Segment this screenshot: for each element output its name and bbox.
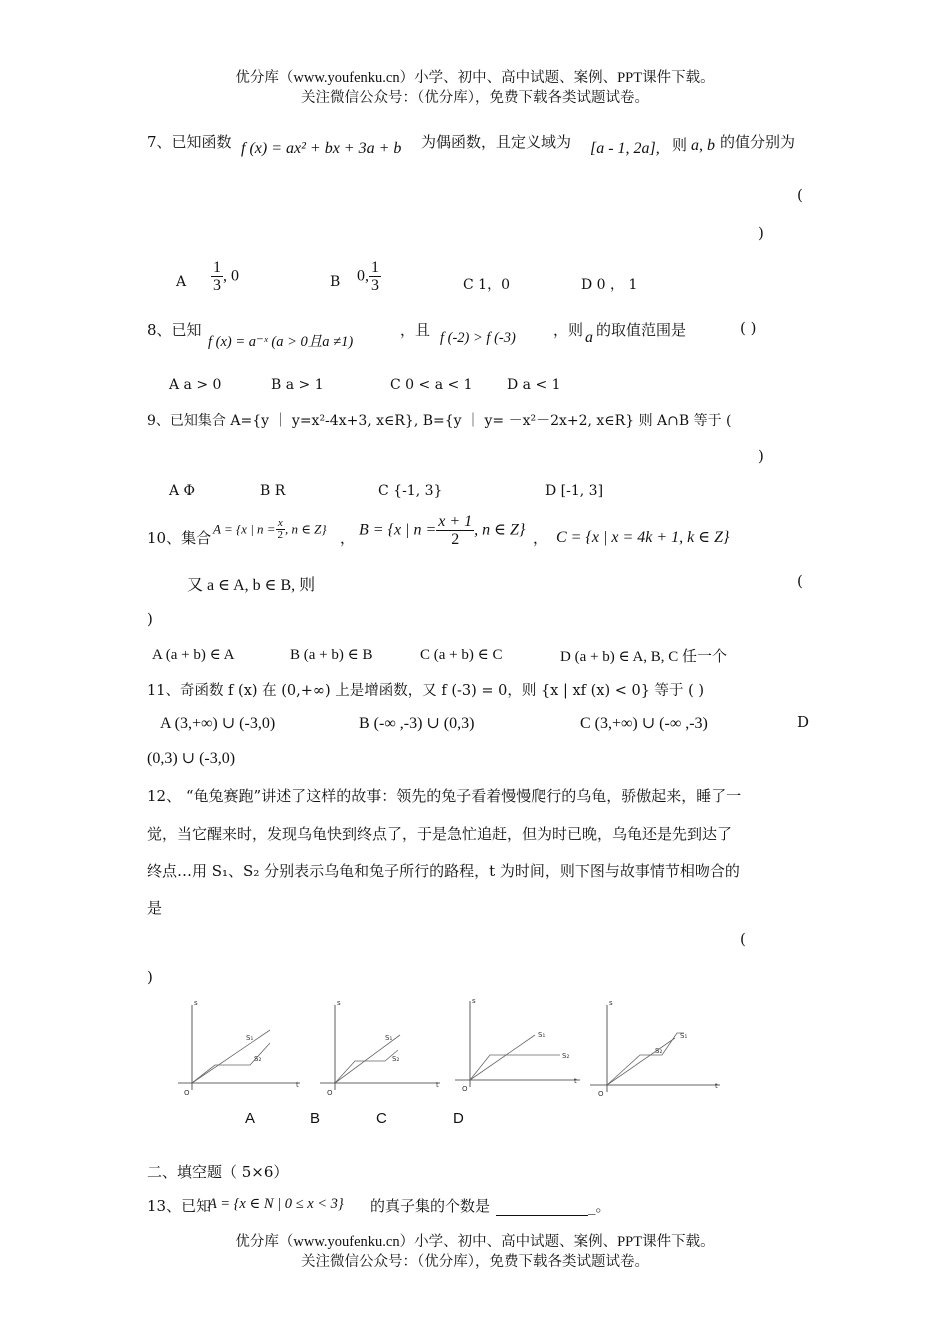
- graph-d-origin: O: [598, 1090, 604, 1098]
- q10-option-c: C (a + b) ∈ C: [420, 647, 503, 663]
- graph-b-s2: S₂: [392, 1055, 400, 1063]
- q8-tail: 的取值范围是: [596, 321, 687, 339]
- q7-option-a-frac: $\frac{1}{3}$ , 0: [213, 259, 239, 294]
- graph-label-d: D: [453, 1110, 464, 1127]
- q11-option-c: C (3,+∞) ∪ (-∞ ,-3): [580, 715, 708, 732]
- q10-set-b-head: B = {x | n =: [359, 521, 437, 539]
- q9-text: 9、已知集合 A={y ｜ y=x²-4x+3, x∈R}, B={y ｜ y= －x²－2x+2, x∈R} 则 A∩B 等于 (: [147, 413, 732, 429]
- q11-option-a: A (3,+∞) ∪ (-3,0): [160, 715, 276, 732]
- q10-set-a-frac-num: x: [276, 518, 286, 530]
- graph-d-axis-s: s: [609, 999, 613, 1007]
- q13-end: _。: [588, 1197, 611, 1215]
- q10-set-b: [359, 513, 525, 548]
- q10-comma-2: ，: [533, 529, 549, 547]
- graph-b-axis-s: s: [337, 999, 341, 1007]
- q7-then: 则: [672, 136, 688, 154]
- q7-option-a-tail: , 0: [223, 267, 239, 285]
- graph-b-axis-t: t: [436, 1081, 439, 1089]
- q8-lead: 8、已知: [147, 321, 202, 339]
- q8-option-a: A a > 0: [169, 377, 222, 393]
- q7-option-d: D 0 ， 1: [581, 277, 638, 293]
- q9-paren-close: ): [758, 447, 764, 465]
- graph-c-axis-s: s: [472, 997, 476, 1005]
- q7-option-b-label: B: [330, 274, 341, 290]
- q12-paren-close: ): [147, 968, 153, 986]
- q10-set-b-tail: , n ∈ Z}: [474, 521, 526, 539]
- q7-option-c: C 1，0: [463, 277, 510, 293]
- graph-label-c: C: [376, 1110, 387, 1127]
- footer-line-2: 关注微信公众号：（优分库），免费下载各类试题试卷。: [301, 1254, 649, 1270]
- q10-set-b-frac-den: 2: [451, 531, 460, 548]
- graph-a-origin: O: [184, 1089, 190, 1097]
- graph-a-axis-t: t: [296, 1081, 299, 1089]
- q10-option-a: A (a + b) ∈ A: [152, 647, 235, 663]
- q7-option-b-head: 0,: [357, 267, 369, 285]
- q8-paren: ( ): [740, 319, 757, 337]
- q12-line1: 12、 “龟兔赛跑”讲述了这样的故事：领先的兔子看着慢慢爬行的乌龟，骄傲起来，睡了一: [147, 787, 742, 805]
- q7-lead: 7、已知函数: [147, 133, 232, 151]
- q10-paren-close: ): [147, 610, 153, 628]
- q13-tail: 的真子集的个数是: [370, 1197, 491, 1215]
- q8-cond: f (-2) > f (-3): [440, 330, 516, 346]
- q7-vars: a, b: [691, 137, 715, 154]
- q7-option-a-label: A: [176, 274, 187, 290]
- q9-option-b: B R: [260, 483, 286, 499]
- q10-set-b-frac-num: x + 1: [438, 513, 473, 530]
- q7-mid: 为偶函数，且定义域为: [421, 133, 572, 151]
- q11-option-d-value: (0,3) ∪ (-3,0): [147, 750, 236, 767]
- graph-a-axis-s: s: [194, 999, 198, 1007]
- q10-set-a-tail: , n ∈ Z}: [285, 521, 327, 537]
- graph-a-s1: S₁: [246, 1034, 254, 1042]
- graph-a: [178, 1005, 300, 1090]
- q9-option-d: D [-1, 3]: [545, 483, 604, 499]
- q10-comma-1: ，: [340, 529, 356, 547]
- footer-line-1: 优分库（www.youfenku.cn）小学、初中、高中试题、案例、PPT课件下载。: [235, 1234, 715, 1250]
- q9-option-a: A Φ: [169, 483, 196, 499]
- section-2-title: 二、填空题（ 5×6）: [147, 1163, 289, 1181]
- q10-option-b: B (a + b) ∈ B: [290, 647, 373, 663]
- q10-line2: 又 a ∈ A, b ∈ B, 则: [187, 577, 316, 594]
- q7-formula: f (x) = ax² + bx + 3a + b: [241, 140, 402, 157]
- graph-label-a: A: [245, 1110, 256, 1127]
- q10-set-a: [213, 518, 327, 541]
- graph-c-s1: S₁: [538, 1031, 546, 1039]
- q7-tail: 的值分别为: [720, 133, 796, 151]
- q10-set-a-frac-den: 2: [277, 529, 284, 541]
- q12-line2: 觉，当它醒来时，发现乌龟快到终点了，于是急忙追赶，但为时已晚，乌龟还是先到达了: [147, 825, 733, 843]
- q10-set-a-head: A = {x | n =: [213, 521, 276, 537]
- q8-option-d: D a < 1: [507, 377, 561, 393]
- graph-d-s1: S₁: [680, 1032, 688, 1040]
- q8-formula: f (x) = a⁻ˣ (a > 0且a ≠1): [208, 334, 354, 350]
- q12-line3: 终点…用 S₁、S₂ 分别表示乌龟和兔子所行的路程，t 为时间，则下图与故事情节相吻合的: [147, 862, 740, 880]
- q8-var: a: [585, 329, 593, 346]
- q7-option-b-frac: 0, $\frac{1}{3}$: [357, 259, 379, 294]
- header-line-2: 关注微信公众号：（优分库），免费下载各类试题试卷。: [301, 90, 649, 106]
- q13-blank[interactable]: [496, 1195, 611, 1216]
- graph-d-s2: S₂: [655, 1047, 663, 1055]
- q10-lead: 10、集合: [147, 529, 212, 547]
- q10-paren-open: (: [797, 572, 803, 590]
- q13-set: A = {x ∈ N | 0 ≤ x < 3}: [208, 1196, 344, 1212]
- graph-b: [320, 1005, 440, 1090]
- q13-lead: 13、已知: [147, 1197, 212, 1215]
- graph-c-axis-t: t: [574, 1077, 577, 1085]
- q12-paren-open: (: [740, 930, 746, 948]
- q8-mid: ，且: [400, 321, 431, 339]
- q10-option-d: D (a + b) ∈ A, B, C 任一个: [560, 649, 728, 665]
- q7-domain: [a - 1, 2a],: [590, 140, 660, 157]
- q11-option-d-label: D: [797, 713, 810, 731]
- header-line-1: 优分库（www.youfenku.cn）小学、初中、高中试题、案例、PPT课件下载。: [235, 70, 715, 86]
- q10-set-c: C = {x | x = 4k + 1, k ∈ Z}: [556, 529, 730, 546]
- q12-graphs: [170, 995, 740, 1115]
- graph-c-s2: S₂: [562, 1052, 570, 1060]
- q8-then: ，则: [553, 321, 584, 339]
- q12-line4: 是: [147, 899, 163, 917]
- q11-option-b: B (-∞ ,-3) ∪ (0,3): [359, 715, 475, 732]
- graph-b-origin: O: [327, 1089, 333, 1097]
- q8-option-c: C 0 < a < 1: [390, 377, 473, 393]
- q11-text: 11、奇函数 f (x) 在 (0,+∞) 上是增函数，又 f (-3) = 0，则 {x | xf (x) < 0} 等于 ( ): [147, 683, 705, 699]
- graph-c-origin: O: [462, 1085, 468, 1093]
- graph-a-s2: S₂: [254, 1055, 262, 1063]
- graph-d-axis-t: t: [715, 1082, 718, 1090]
- q8-option-b: B a > 1: [271, 377, 324, 393]
- graph-b-s1: S₁: [385, 1034, 393, 1042]
- q7-paren-close: ): [758, 224, 764, 242]
- graph-label-b: B: [310, 1110, 321, 1127]
- graph-c: [455, 1001, 580, 1087]
- q9-option-c: C {-1, 3}: [378, 483, 443, 499]
- q7-paren-open: (: [797, 186, 803, 204]
